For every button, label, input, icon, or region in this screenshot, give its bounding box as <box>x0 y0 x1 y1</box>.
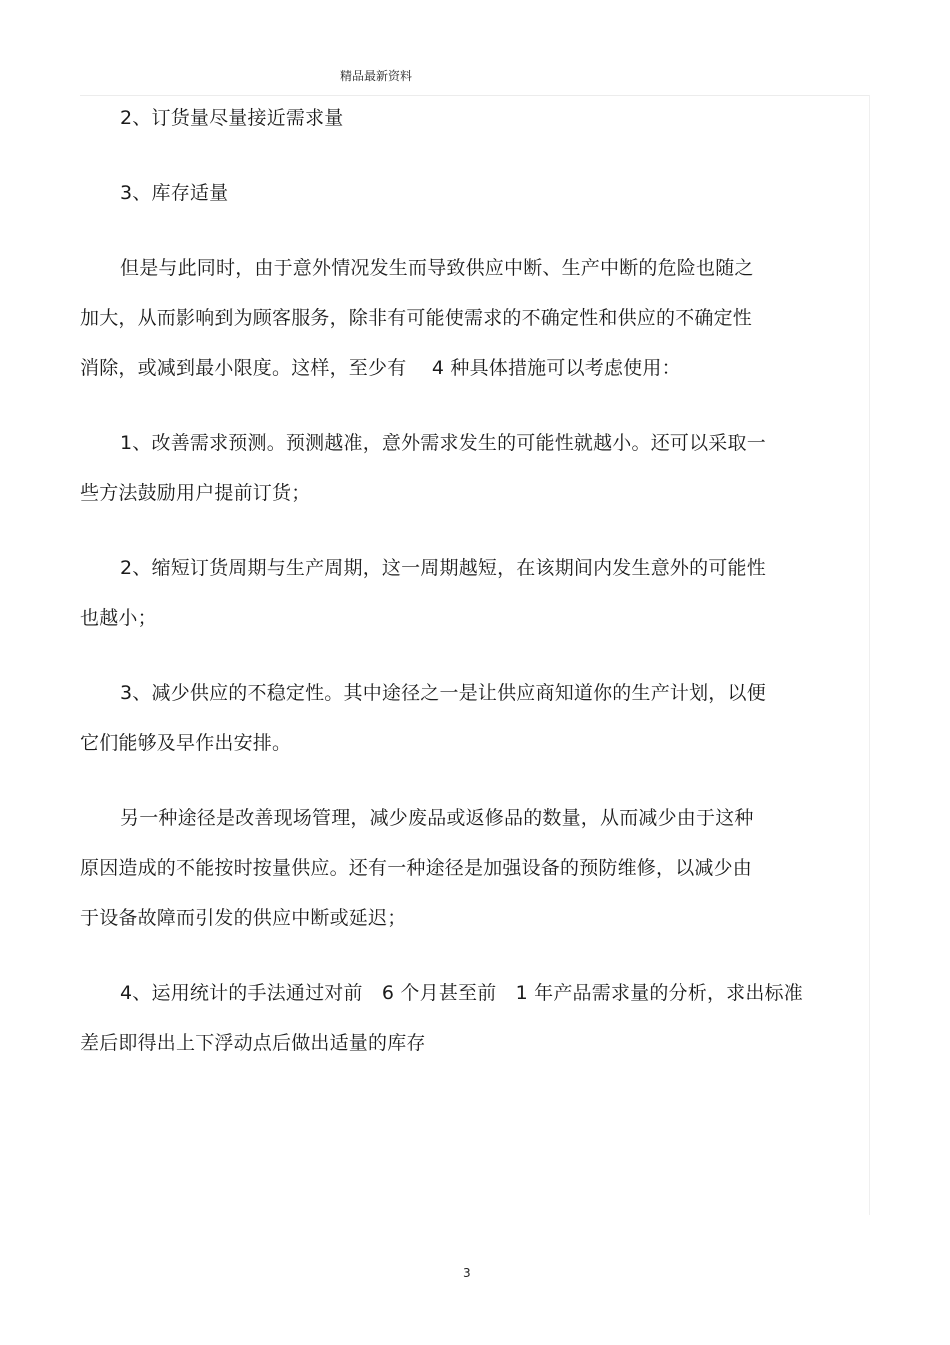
paragraph-line: 加大，从而影响到为顾客服务，除非有可能使需求的不确定性和供应的不确定性 <box>80 307 753 329</box>
paragraph-line: 2、订货量尽量接近需求量 <box>120 107 344 129</box>
paragraph-line: 2、缩短订货周期与生产周期，这一周期越短，在该期间内发生意外的可能性 <box>120 557 766 579</box>
paragraph-line: 另一种途径是改善现场管理，减少废品或返修品的数量，从而减少由于这种 <box>120 807 754 829</box>
paragraph-line: 原因造成的不能按时按量供应。还有一种途径是加强设备的预防维修，以减少由 <box>80 857 753 879</box>
paragraph-line: 也越小； <box>80 607 157 629</box>
paragraph-line: 差后即得出上下浮动点后做出适量的库存 <box>80 1032 426 1054</box>
paragraph-line: 4、运用统计的手法通过对前 6 个月甚至前 1 年产品需求量的分析，求出标准 <box>120 982 803 1004</box>
paragraph-line: 3、减少供应的不稳定性。其中途径之一是让供应商知道你的生产计划，以便 <box>120 682 766 704</box>
paragraph-line: 3、库存适量 <box>120 182 229 204</box>
page-number: 3 <box>463 1266 471 1280</box>
paragraph-line: 但是与此同时，由于意外情况发生而导致供应中断、生产中断的危险也随之 <box>120 257 754 279</box>
paragraph-line: 于设备故障而引发的供应中断或延迟； <box>80 907 407 929</box>
page-header-title: 精品最新资料 <box>340 69 413 83</box>
paragraph-line: 1、改善需求预测。预测越准，意外需求发生的可能性就越小。还可以采取一 <box>120 432 766 454</box>
paragraph-line: 消除，或减到最小限度。这样，至少有 4 种具体措施可以考虑使用： <box>80 357 681 379</box>
paragraph-line: 它们能够及早作出安排。 <box>80 732 292 754</box>
paragraph-line: 些方法鼓励用户提前订货； <box>80 482 311 504</box>
